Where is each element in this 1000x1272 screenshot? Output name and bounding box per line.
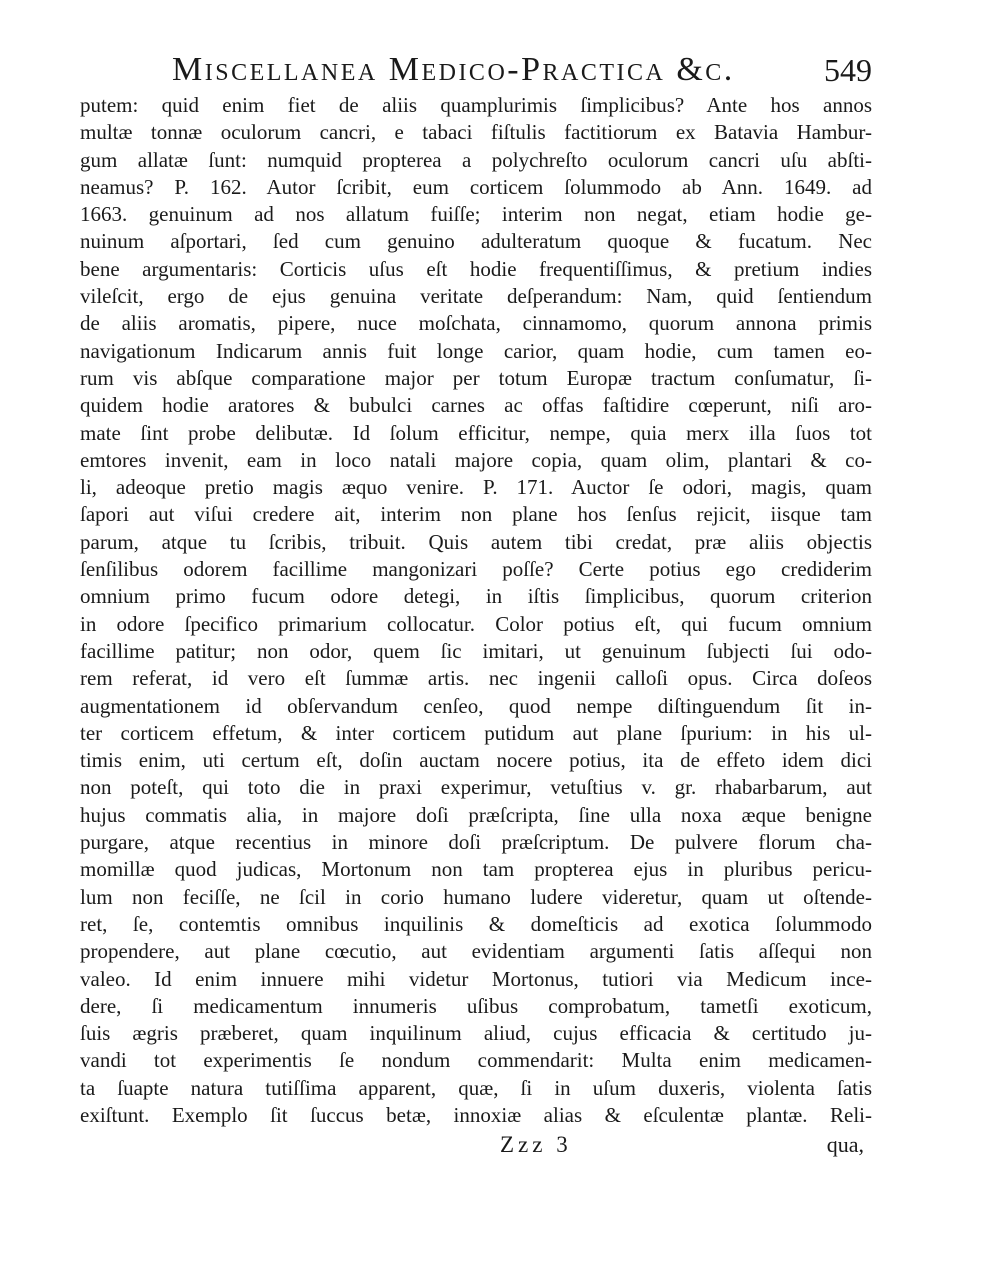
- text-line: vandi tot experimentis ſe nondum commendarit: Multa enim medicamen-: [80, 1048, 872, 1073]
- running-head: [172, 48, 872, 92]
- text-line: multæ tonnæ oculorum cancri, e tabaci fiſtulis factitiorum ex Batavia Hambur-: [80, 120, 872, 145]
- text-line: li, adeoque pretio magis æquo venire. P. 171. Auctor ſe odori, magis, quam: [80, 475, 872, 500]
- text-line: hujus commatis alia, in majore doſi præſcripta, ſine ulla noxa æque benigne: [80, 802, 872, 827]
- text-line: in odore ſpecifico primarium collocatur. Color potius eſt, qui fucum omnium: [80, 611, 872, 636]
- text-line: augmentationem id obſervandum cenſeo, quod nempe diſtinguendum ſit in-: [80, 693, 872, 718]
- text-line: propendere, aut plane cœcutio, aut evidentiam argumenti ſatis aſſequi non: [80, 939, 872, 964]
- text-line: rum vis abſque comparatione major per totum Europæ tractum conſumatur, ſi-: [80, 365, 872, 390]
- text-line: omnium primo fucum odore detegi, in iſtis ſimplicibus, quorum criterion: [80, 584, 872, 609]
- text-line: gum allatæ ſunt: numquid propterea a polychreſto oculorum cancri uſu abſti-: [80, 147, 872, 172]
- text-line: navigationum Indicarum annis fuit longe carior, quam hodie, cum tamen eo-: [80, 338, 872, 363]
- text-line: 1663. genuinum ad nos allatum fuiſſe; interim non negat, etiam hodie ge-: [80, 202, 872, 227]
- text-line: ter corticem effetum, & inter corticem putidum aut plane ſpurium: in his ul-: [80, 720, 872, 745]
- text-line: ta ſuapte natura tutiſſima apparent, quæ, ſi in uſum duxeris, violenta ſatis: [80, 1075, 872, 1100]
- catchword: qua,: [826, 1132, 864, 1157]
- text-line: ſapori aut viſui credere ait, interim non plane hos ſenſus rejicit, iisque tam: [80, 502, 872, 527]
- body-text: [80, 92, 872, 1129]
- signature-mark: Zzz 3: [500, 1132, 572, 1157]
- text-line: emtores invenit, eam in loco natali majore copia, quam olim, plantari & co-: [80, 447, 872, 472]
- text-line: de aliis aromatis, pipere, nuce moſchata, cinnamomo, quorum annona primis: [80, 311, 872, 336]
- text-line: quidem hodie aratores & bubulci carnes ac offas faſtidire cœperunt, niſi aro-: [80, 393, 872, 418]
- text-line: bene argumentaris: Corticis uſus eſt hodie frequentiſſimus, & pretium indies: [80, 256, 872, 281]
- page-footer: [80, 1128, 872, 1162]
- text-line: valeo. Id enim innuere mihi videtur Mortonus, tutiori via Medicum ince-: [80, 966, 872, 991]
- text-line: putem: quid enim fiet de aliis quamplurimis ſimplicibus? Ante hos annos: [80, 93, 872, 117]
- text-line: rem referat, id vero eſt ſummæ artis. nec ingenii calloſi opus. Circa doſeos: [80, 666, 872, 691]
- text-line: non poteſt, qui toto die in praxi experimur, vetuſtius v. gr. rhabarbarum, aut: [80, 775, 872, 800]
- text-line: momillæ quod judicas, Mortonum non tam propterea ejus in pluribus pericu-: [80, 857, 872, 882]
- text-line: vileſcit, ergo de ejus genuina veritate deſperandum: Nam, quid ſentiendum: [80, 284, 872, 309]
- text-line: neamus? P. 162. Autor ſcribit, eum corticem ſolummodo ab Ann. 1649. ad: [80, 174, 872, 199]
- text-line: ſuis ægris præberet, quam inquilinum aliud, cujus efficacia & certitudo ju-: [80, 1021, 872, 1046]
- text-line: exiſtunt. Exemplo ſit ſuccus betæ, innoxiæ alias & eſculentæ plantæ. Reli-: [80, 1102, 872, 1127]
- text-line: parum, atque tu ſcribis, tribuit. Quis autem tibi credat, præ aliis objectis: [80, 529, 872, 554]
- text-line: dere, ſi medicamentum innumeris uſibus comprobatum, tametſi exoticum,: [80, 993, 872, 1018]
- text-line: mate ſint probe delibutæ. Id ſolum efficitur, nempe, quia merx illa ſuos tot: [80, 420, 872, 445]
- text-line: facillime patitur; non odor, quem ſic imitari, ut genuinum ſubjecti ſui odo-: [80, 638, 872, 663]
- page-number: 549: [824, 52, 872, 88]
- text-line: lum non feciſſe, ne ſcil in corio humano ludere videretur, quam ut oſtende-: [80, 884, 872, 909]
- text-line: ſenſilibus odorem facillime mangonizari poſſe? Certe potius ego crediderim: [80, 557, 872, 582]
- text-line: timis enim, uti certum eſt, doſin auctam nocere potius, ita de effeto idem dici: [80, 748, 872, 773]
- text-line: nuinum aſportari, ſed cum genuino adulteratum quoque & fucatum. Nec: [80, 229, 872, 254]
- running-title: Miscellanea Medico-Practica &c.: [172, 51, 735, 88]
- text-line: purgare, atque recentius in minore doſi præſcriptum. De pulvere florum cha-: [80, 830, 872, 855]
- text-line: ret, ſe, contemtis omnibus inquilinis & domeſticis ad exotica ſolummodo: [80, 911, 872, 936]
